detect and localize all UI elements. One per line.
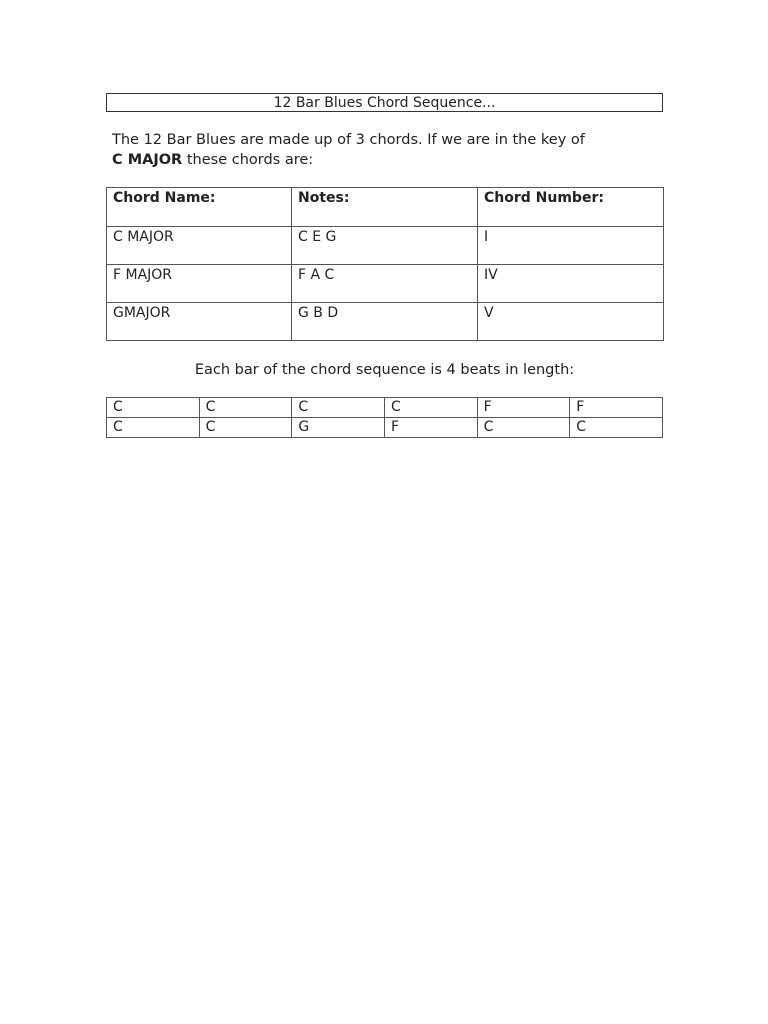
chord-name-cell: F MAJOR (107, 265, 292, 303)
notes-cell: C E G (292, 227, 478, 265)
intro-paragraph (106, 130, 663, 170)
bar-cell: C (107, 398, 200, 418)
bar-cell: F (384, 418, 477, 438)
chord-sequence-table (106, 397, 663, 438)
intro-line-1: The 12 Bar Blues are made up of 3 chords. If we are in the key of (112, 132, 585, 148)
bar-cell: F (570, 398, 663, 418)
beats-note: Each bar of the chord sequence is 4 beats in length: (194, 362, 575, 378)
header-notes: Notes: (292, 188, 478, 227)
intro-line-2: these chords are: (182, 152, 314, 168)
table-row (107, 265, 664, 303)
table-row (107, 227, 664, 265)
bar-cell: G (292, 418, 385, 438)
notes-cell: F A C (292, 265, 478, 303)
bar-cell: C (107, 418, 200, 438)
chord-table-header-row (107, 188, 664, 227)
document-page (106, 93, 663, 438)
sequence-row (107, 398, 663, 418)
chord-number-cell: IV (478, 265, 664, 303)
bar-cell: C (477, 418, 570, 438)
bar-cell: C (199, 398, 292, 418)
intro-key: C MAJOR (112, 152, 183, 168)
table-row (107, 303, 664, 341)
chord-name-cell: C MAJOR (107, 227, 292, 265)
document-title: 12 Bar Blues Chord Sequence... (106, 93, 663, 112)
chord-number-cell: I (478, 227, 664, 265)
chord-table (106, 187, 664, 341)
notes-cell: G B D (292, 303, 478, 341)
header-chord-name: Chord Name: (107, 188, 292, 227)
chord-name-cell: GMAJOR (107, 303, 292, 341)
bar-cell: C (570, 418, 663, 438)
bar-cell: C (384, 398, 477, 418)
chord-number-cell: V (478, 303, 664, 341)
bar-cell: C (199, 418, 292, 438)
sequence-row (107, 418, 663, 438)
bar-cell: F (477, 398, 570, 418)
bar-cell: C (292, 398, 385, 418)
header-chord-number: Chord Number: (478, 188, 664, 227)
